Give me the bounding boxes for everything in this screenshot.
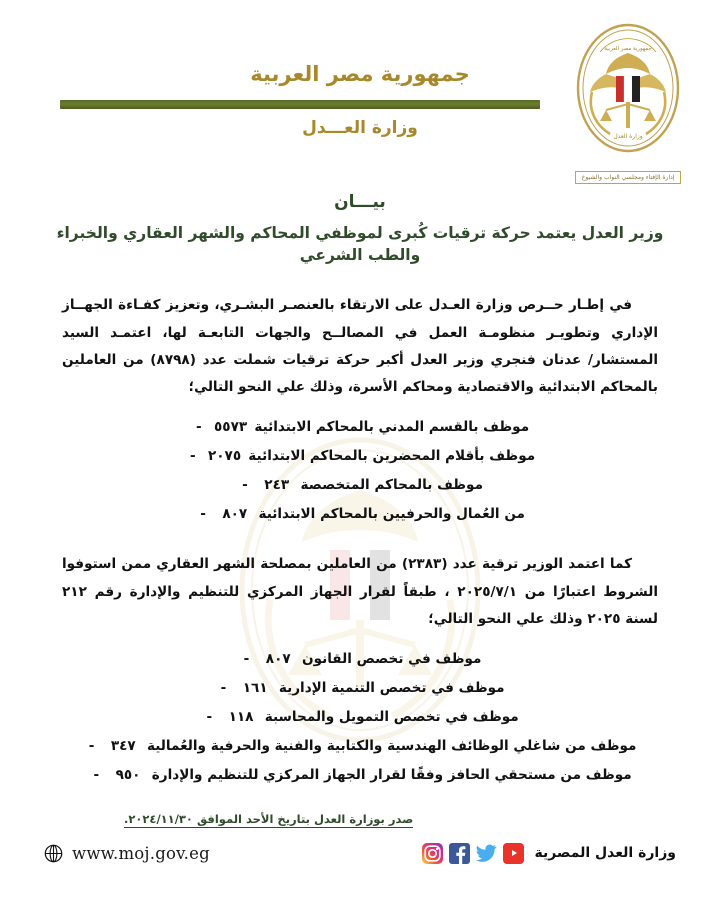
egypt-eagle-emblem-icon (572, 22, 684, 160)
paragraph-two: كما اعتمد الوزير ترقية عدد (٢٣٨٣) من العاملين بمصلحة الشهر العقاري ممن استوفوا الشروط اعتبارًا من ٢٠٢٥/٧/١ ، طبقاً لقرار الجهاز المركزي للتنظيم والإدارة رقم ٢١٢ لسنة ٢٠٢٥ وذلك علي النحو التالي؛ (62, 556, 658, 627)
list-item-dash: - (206, 709, 213, 726)
footer-website-block[interactable] (44, 844, 210, 863)
list-item (62, 674, 658, 703)
list-item-number: ٢٠٧٥ (207, 448, 242, 465)
emblem-block (558, 22, 698, 184)
list-item-number: ٨٠٧ (222, 506, 248, 523)
list-item-dash: - (200, 506, 206, 523)
list-item (62, 732, 658, 761)
list-item-dash: - (220, 680, 227, 696)
list-item-text: موظف بالقسم المدني بالمحاكم الابتدائية (254, 419, 530, 436)
list-item (62, 761, 658, 790)
header-country-name: جمهورية مصر العربية (250, 62, 470, 86)
list-item-text: موظف من مستحقي الحافز وفقًا لقرار الجهاز المركزي للتنظيم والإدارة (151, 767, 632, 784)
list-item-text: موظف بأقلام المحضرين بالمحاكم الابتدائية (248, 448, 536, 465)
svg-text:جمهورية مصر العربية: جمهورية مصر العربية (604, 46, 652, 52)
list-item-number: ١١٨ (228, 709, 254, 726)
header-ministry-name: وزارة العـــدل (302, 118, 418, 138)
document-body (0, 292, 720, 826)
list-item-dash: - (242, 477, 248, 494)
emblem-caption: إدارة الإفتاء ومجلسي النواب والشيوخ (575, 171, 682, 184)
list-item-number: ١٦١ (242, 680, 268, 696)
issued-date-text: صدر بوزارة العدل بتاريخ الأحد الموافق ٢٠٢٤/١١/٣٠. (124, 812, 414, 827)
page-title: بيـــان (334, 192, 386, 212)
list-item (62, 413, 658, 442)
list-item-text: موظف في تخصص التنمية الإدارية (278, 680, 505, 696)
document-header (0, 0, 720, 182)
title-block (0, 192, 720, 266)
list-item-text: من العُمال والحرفيين بالمحاكم الابتدائية (258, 506, 525, 523)
website-url[interactable]: www.moj.gov.eg (72, 843, 210, 863)
list-item-number: ٥٥٧٣ (214, 419, 248, 436)
list-item-number: ٩٥٠ (115, 767, 141, 784)
promotions-list-registry (62, 645, 658, 790)
promotions-list-courts (62, 413, 658, 529)
list-item-dash: - (243, 650, 250, 667)
list-item-number: ٣٤٧ (110, 738, 136, 755)
youtube-icon[interactable] (503, 843, 524, 864)
list-item (62, 471, 658, 500)
list-item-dash: - (88, 738, 95, 755)
list-item-dash: - (190, 448, 196, 465)
list-item-text: موظف من شاغلي الوظائف الهندسية والكتابية والفنية والحرفية والعُمالية (147, 738, 637, 755)
list-item-text: موظف بالمحاكم المتخصصة (300, 477, 483, 494)
list-item (62, 645, 658, 674)
list-item-dash: - (196, 419, 202, 436)
facebook-icon[interactable] (449, 843, 470, 864)
list-item-text: موظف في تخصص التمويل والمحاسبة (264, 709, 519, 726)
svg-text:وزارة العدل: وزارة العدل (613, 133, 643, 140)
globe-icon (44, 844, 63, 863)
header-divider-bar (60, 100, 540, 109)
instagram-icon[interactable] (422, 843, 443, 864)
list-item (62, 500, 658, 529)
list-item-text: موظف في تخصص القانون (301, 650, 482, 667)
list-item (62, 442, 658, 471)
list-item (62, 703, 658, 732)
twitter-icon[interactable] (476, 843, 497, 864)
paragraph-one: في إطـار حــرص وزارة العـدل على الارتقاء بالعنصـر البشـري، وتعزيز كفـاءة الجهــاز الإداري وتطويـر منظومـة العمل في المصالــح والجهات التابعـة لها، اعتمـد السيد المستشار/ عدنان فنجري وزير العدل أكبر حركة ترقيات شملت عدد (٨٧٩٨) من العاملين بالمحاكم الابتدائية والاقتصادية ومحاكم الأسرة، وذلك علي النحو التالي؛ (62, 297, 658, 395)
social-page-name: وزارة العدل المصرية (534, 845, 676, 861)
footer-social-block (422, 843, 676, 864)
list-item-number: ٨٠٧ (265, 650, 291, 667)
page-subtitle: وزير العدل يعتمد حركة ترقيات كُبرى لموظفي المحاكم والشهر العقاري والخبراء والطب الشرعي (56, 224, 664, 264)
list-item-dash: - (93, 767, 100, 784)
issued-date-line (62, 812, 658, 826)
list-item-number: ٢٤٣ (264, 477, 290, 494)
document-footer (0, 836, 720, 870)
